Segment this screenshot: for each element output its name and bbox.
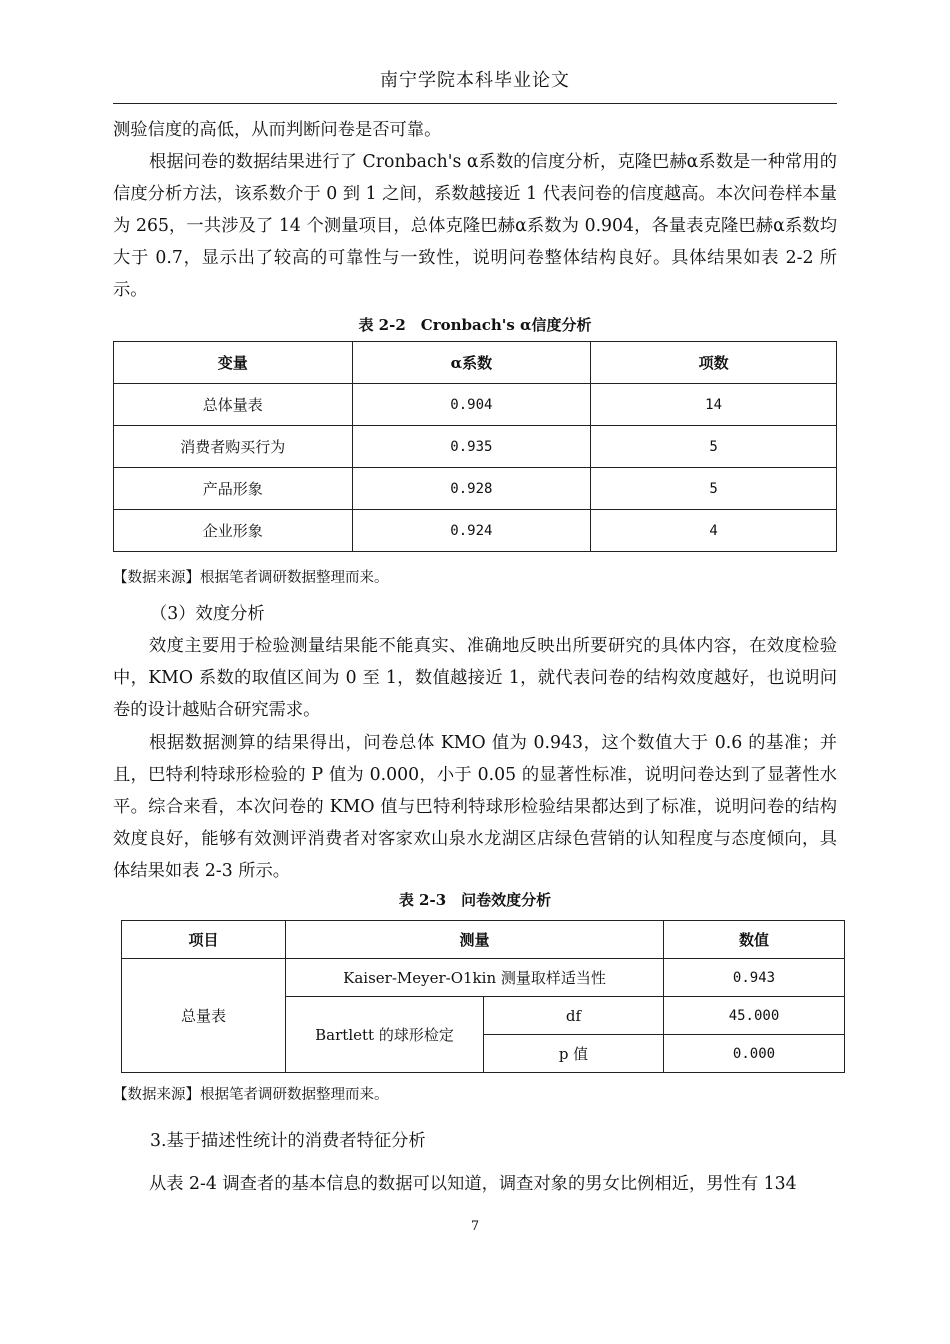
table-row: [114, 468, 837, 510]
table-cell: 企业形象: [114, 510, 353, 552]
table-row: [114, 384, 837, 426]
table-cell: 0.924: [352, 510, 591, 552]
table-cell: p 值: [484, 1035, 664, 1073]
table-cell: 0.000: [664, 1035, 845, 1073]
table-cell: 产品形象: [114, 468, 353, 510]
paragraph-5: 从表 2-4 调查者的基本信息的数据可以知道，调查对象的男女比例相近，男性有 134: [149, 1174, 797, 1194]
column-header: α系数: [352, 342, 591, 384]
table-cell: 总体量表: [114, 384, 353, 426]
table-cell: 消费者购买行为: [114, 426, 353, 468]
section-heading: 3.基于描述性统计的消费者特征分析: [150, 1131, 426, 1151]
subsection-heading: （3）效度分析: [150, 604, 265, 624]
page-number: 7: [470, 1219, 480, 1234]
table-cell: 0.943: [664, 959, 845, 997]
running-header: 南宁学院本科毕业论文: [380, 70, 570, 91]
table-cell: 14: [591, 384, 837, 426]
table-2-3-source-note: 【数据来源】根据笔者调研数据整理而来。: [113, 1087, 389, 1103]
table-2-2: [113, 341, 837, 552]
table-2-2-caption: 表 2-2 Cronbach's α信度分析: [358, 316, 592, 334]
table-header-row: [122, 921, 845, 959]
table-2-3-caption: 表 2-3 问卷效度分析: [398, 891, 552, 909]
column-header: 测量: [286, 921, 664, 959]
column-header: 项数: [591, 342, 837, 384]
table-cell: 0.935: [352, 426, 591, 468]
table-2-2-source-note: 【数据来源】根据笔者调研数据整理而来。: [113, 570, 389, 586]
column-header: 项目: [122, 921, 286, 959]
paragraph-2: 根据问卷的数据结果进行了 Cronbach's α系数的信度分析，克隆巴赫α系数是一种常用的信度分析方法，该系数介于 0 到 1 之间，系数越接近 1 代表问卷的信度越高。本次问卷样本量为 265，一共涉及了 14 个测量项目，总体克隆巴赫α系数为 0.904，各量表克隆巴赫α系数均大于 0.7，显示出了较高的可靠性与一致性，说明问卷整体结构良好。具体结果如表 2-2 所示。: [113, 152, 837, 300]
table-header-row: [114, 342, 837, 384]
table-row: [114, 426, 837, 468]
paragraph-3: 效度主要用于检验测量结果能不能真实、准确地反映出所要研究的具体内容，在效度检验中，KMO 系数的取值区间为 0 至 1，数值越接近 1，就代表问卷的结构效度越好，也说明问卷的设计越贴合研究需求。: [113, 636, 837, 720]
paragraph-4: 根据数据测算的结果得出，问卷总体 KMO 值为 0.943，这个数值大于 0.6 的基准；并且，巴特利特球形检验的 P 值为 0.000，小于 0.05 的显著性标准，说明问卷达到了显著性水平。综合来看，本次问卷的 KMO 值与巴特利特球形检验结果都达到了标准，说明问卷的结构效度良好，能够有效测评消费者对客家欢山泉水龙湖区店绿色营销的认知程度与态度倾向，具体结果如表 2-3 所示。: [113, 733, 837, 881]
table-cell: 45.000: [664, 997, 845, 1035]
table-cell: 总量表: [122, 959, 286, 1073]
table-cell: 0.904: [352, 384, 591, 426]
column-header: 变量: [114, 342, 353, 384]
column-header: 数值: [664, 921, 845, 959]
table-cell: Kaiser-Meyer-O1kin 测量取样适当性: [286, 959, 664, 997]
table-row: [114, 510, 837, 552]
table-cell: 5: [591, 468, 837, 510]
paragraph-1: 测验信度的高低，从而判断问卷是否可靠。: [113, 120, 442, 140]
table-cell: 4: [591, 510, 837, 552]
table-cell: 5: [591, 426, 837, 468]
table-2-3: [121, 920, 845, 1073]
table-cell: df: [484, 997, 664, 1035]
table-cell: 0.928: [352, 468, 591, 510]
table-cell: Bartlett 的球形检定: [286, 997, 484, 1073]
table-row: [122, 959, 845, 997]
header-divider: [113, 103, 837, 104]
